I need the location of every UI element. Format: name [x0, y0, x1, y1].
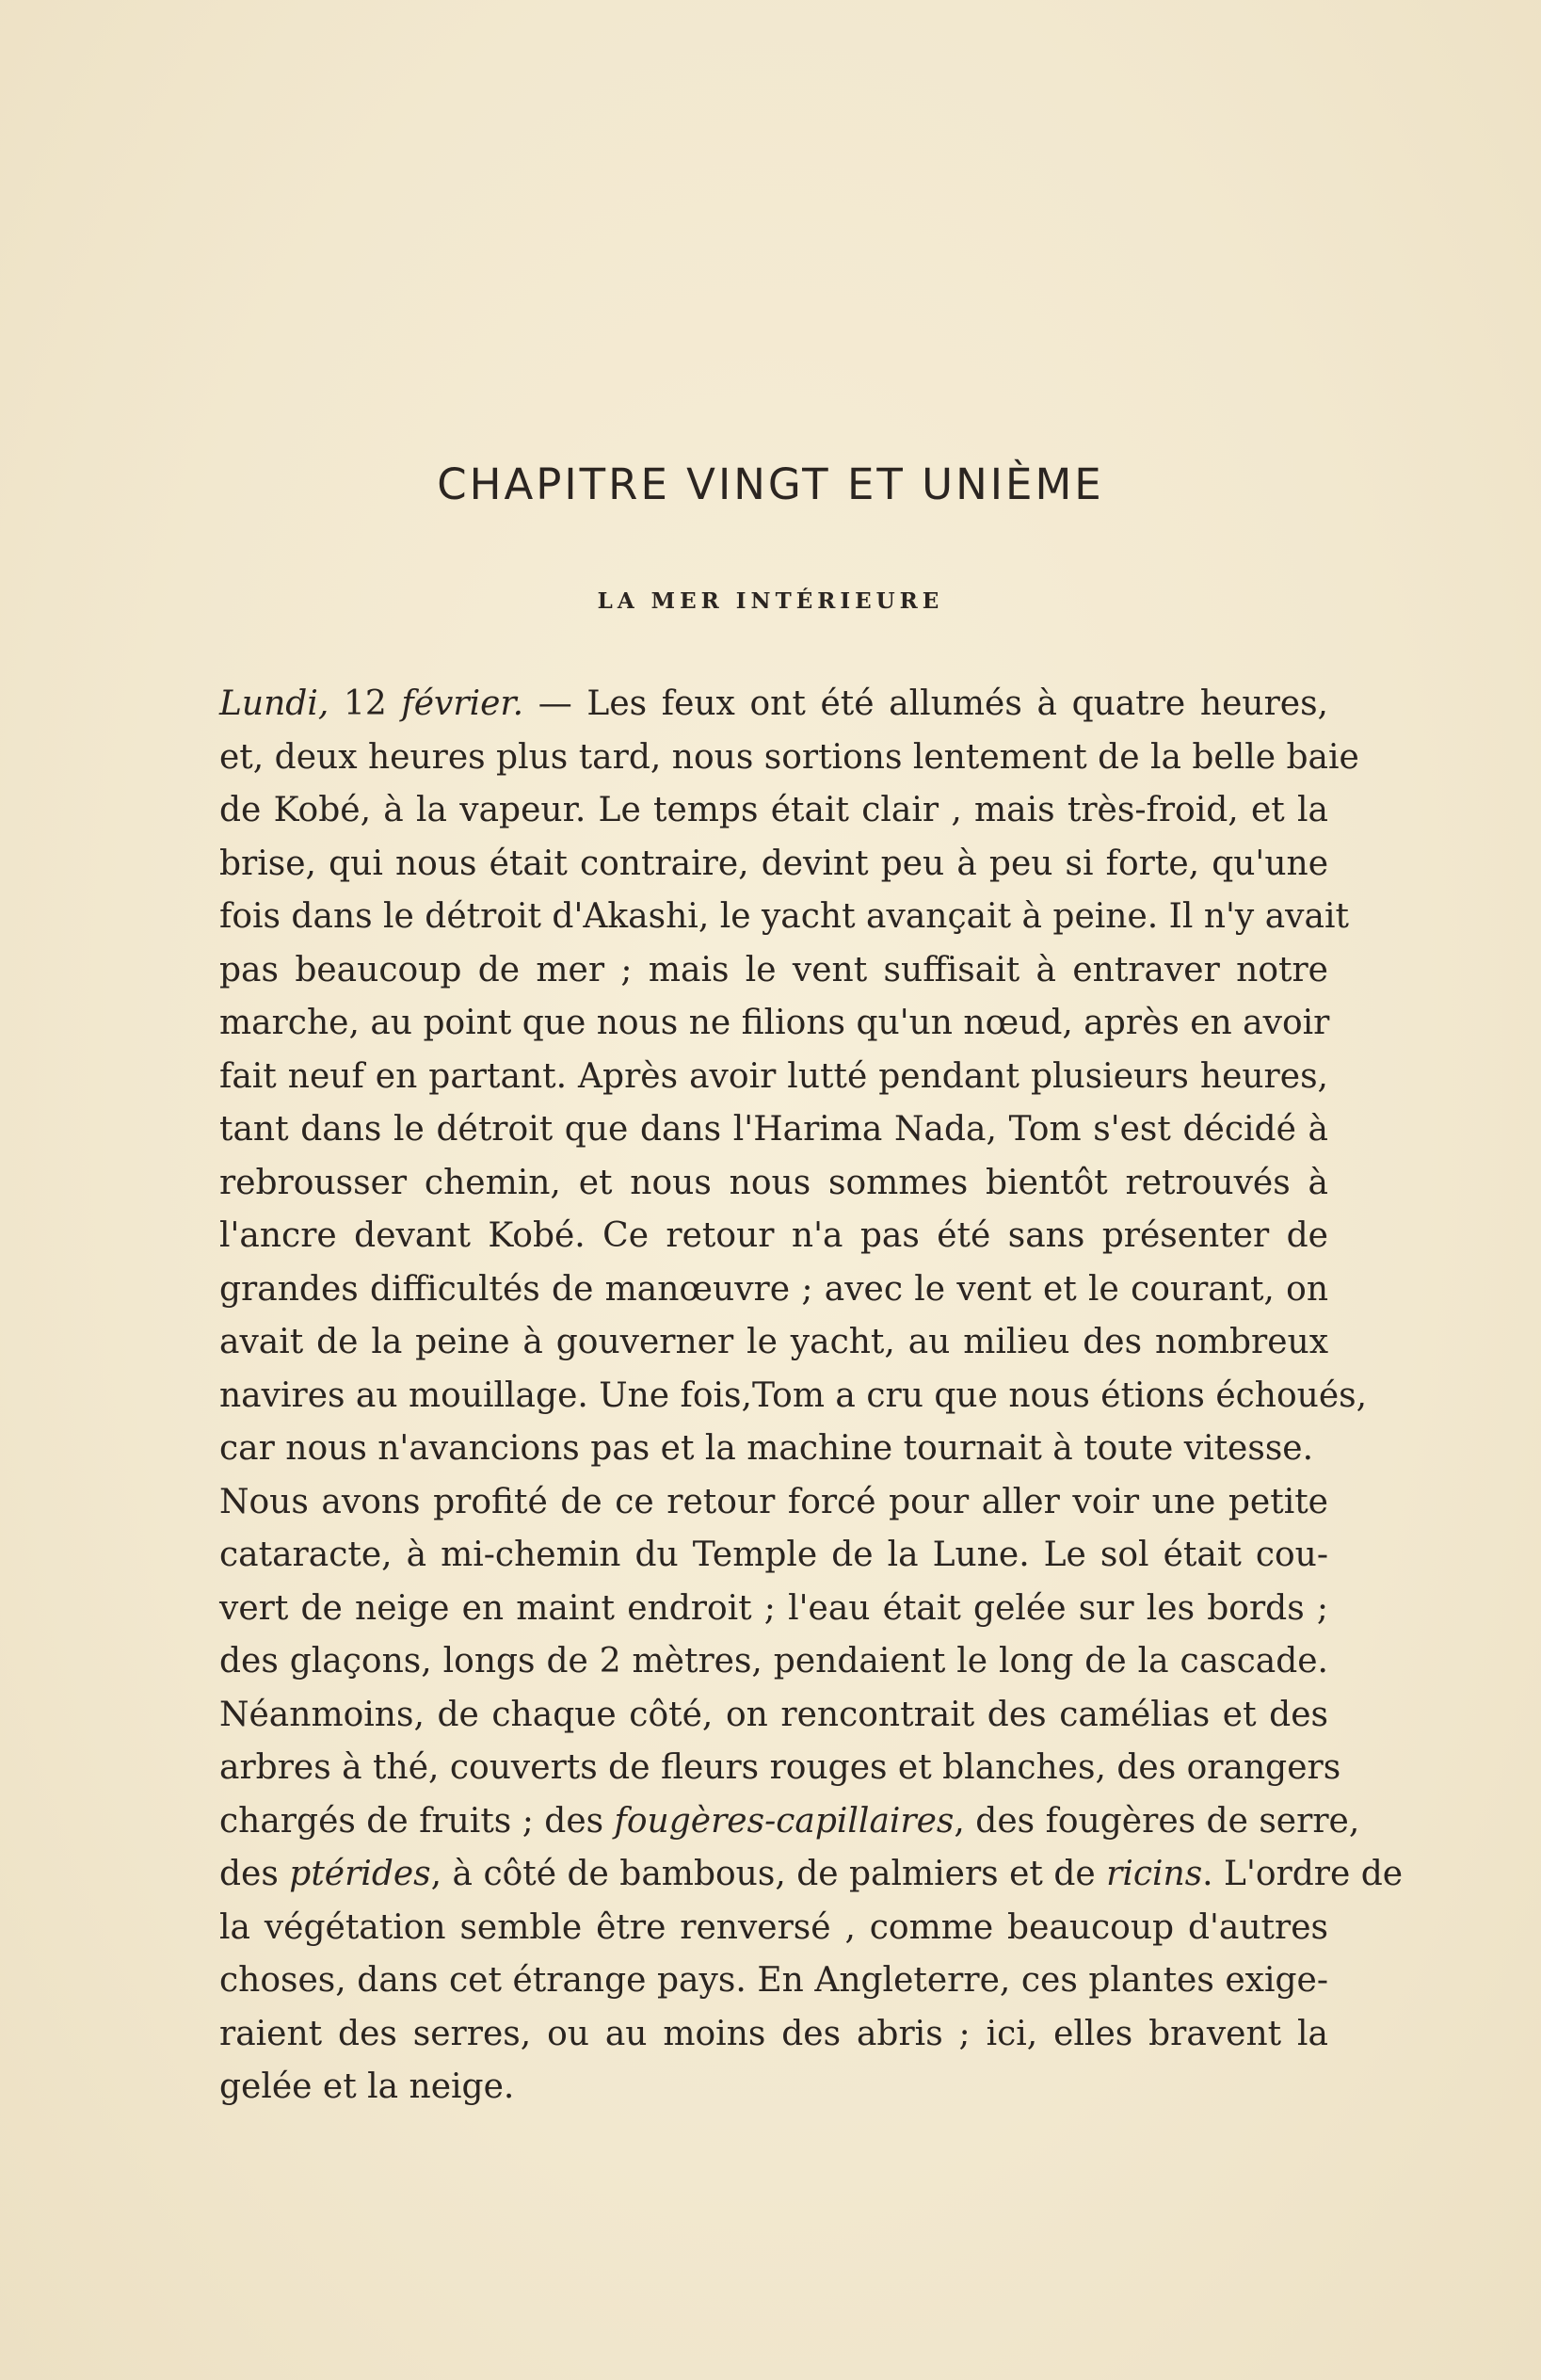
italic-term: ptérides [289, 1855, 431, 1893]
text-line: et, deux heures plus tard, nous sortions lentement de la belle baie [219, 737, 1359, 777]
line-text: des [219, 1855, 290, 1893]
line-text: , des fougères de serre, [954, 1801, 1360, 1841]
paragraph-2 [219, 1476, 1404, 2115]
paragraph-1 [219, 678, 1368, 1476]
italic-term: fougères-capillaires [614, 1801, 955, 1841]
text-line: Néanmoins, de chaque côté, on rencontrait des camélias et des [219, 1695, 1328, 1734]
text-line: avait de la peine à gouverner le yacht, au milieu des nombreux [219, 1323, 1328, 1361]
text-line: pas beaucoup de mer ; mais le vent suffisait à entraver notre [219, 950, 1328, 989]
text-line: cataracte, à mi-chemin du Temple de la Lune. Le sol était cou- [219, 1536, 1328, 1574]
text-line: vert de neige en maint endroit ; l'eau était gelée sur les bords ; [219, 1588, 1328, 1628]
text-line: choses, dans cet étrange pays. En Angleterre, ces plantes exige- [219, 1961, 1328, 2000]
text-line: Nous avons profité de ce retour forcé pour aller voir une petite [219, 1482, 1328, 1521]
date-number: 12 [343, 684, 387, 723]
text-line [219, 1848, 1404, 1902]
line-text: — Les feux ont été allumés à quatre heures, [523, 684, 1328, 723]
text-line: gelée et la neige. [219, 2067, 515, 2106]
section-title: LA MER INTÉRIEURE [597, 588, 944, 614]
text-line: de Kobé, à la vapeur. Le temps était clair , mais très-froid, et la [219, 791, 1328, 829]
text-line: l'ancre devant Kobé. Ce retour n'a pas été sans présenter de [219, 1216, 1328, 1255]
line-text: . L'ordre de [1202, 1855, 1404, 1893]
text-line: raient des serres, ou au moins des abris ; ici, elles bravent la [219, 2014, 1328, 2053]
text-line: brise, qui nous était contraire, devint peu à peu si forte, qu'une [219, 844, 1328, 883]
text-line: arbres à thé, couverts de fleurs rouges et blanches, des orangers [219, 1748, 1341, 1787]
italic-term: ricins [1106, 1855, 1203, 1893]
text-line: navires au mouillage. Une fois,Tom a cru que nous étions échoués, [219, 1375, 1368, 1415]
date-month: février. [401, 684, 524, 723]
text-line [219, 1795, 1360, 1849]
text-line: grandes difficultés de manœuvre ; avec le vent et le courant, on [219, 1269, 1328, 1309]
text-line: fait neuf en partant. Après avoir lutté pendant plusieurs heures, [219, 1056, 1328, 1096]
text-line: fois dans le détroit d'Akashi, le yacht avançait à peine. Il n'y avait [219, 897, 1349, 936]
text-line: la végétation semble être renversé , comme beaucoup d'autres [219, 1907, 1328, 1947]
text-line: tant dans le détroit que dans l'Harima Nada, Tom s'est décidé à [219, 1110, 1328, 1149]
line-text: , à côté de bambous, de palmiers et de [430, 1855, 1107, 1893]
chapter-title: CHAPITRE VINGT ET UNIÈME [437, 459, 1104, 509]
text-line: marche, au point que nous ne filions qu'un nœud, après en avoir [219, 1004, 1330, 1042]
date-day: Lundi, [219, 684, 329, 723]
line-text: chargés de fruits ; des [219, 1801, 615, 1841]
text-line: des glaçons, longs de 2 mètres, pendaient le long de la cascade. [219, 1642, 1328, 1680]
text-line: car nous n'avancions pas et la machine tournait à toute vitesse. [219, 1429, 1314, 1468]
text-line: rebrousser chemin, et nous nous sommes bientôt retrouvés à [219, 1163, 1328, 1202]
text-line [219, 678, 1328, 732]
body-text [219, 678, 1404, 2115]
